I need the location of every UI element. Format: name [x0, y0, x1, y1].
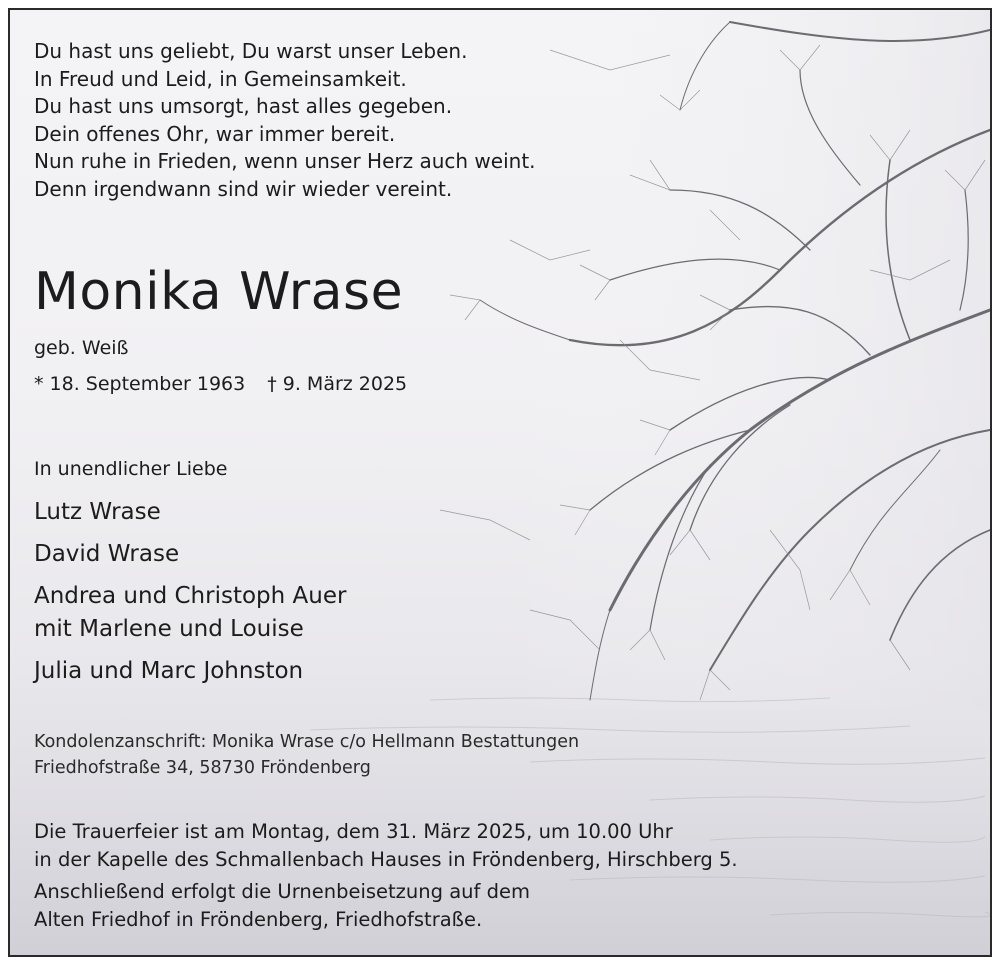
mourner-group	[34, 580, 346, 646]
obituary-frame	[8, 8, 992, 957]
mourners-intro: In unendlicher Liebe	[34, 458, 228, 480]
mourner-line: mit Marlene und Louise	[34, 616, 304, 642]
ceremony-line: Die Trauerfeier ist am Montag, dem 31. März 2025, um 10.00 Uhr	[34, 820, 673, 843]
poem-line: Du hast uns umsorgt, hast alles gegeben.	[34, 94, 453, 119]
mourner-group	[34, 496, 346, 529]
poem-line: In Freud und Leid, in Gemeinsamkeit.	[34, 66, 407, 91]
burial-line: Alten Friedhof in Fröndenberg, Friedhofstraße.	[34, 907, 483, 931]
mourner-group	[34, 655, 346, 688]
mourners-list	[34, 496, 346, 697]
mourner-line: Andrea und Christoph Auer	[34, 583, 347, 609]
life-dates	[34, 373, 407, 395]
condolence-address	[34, 729, 579, 781]
funeral-service-info	[34, 818, 738, 873]
memorial-poem	[34, 38, 536, 204]
poem-line: Nun ruhe in Frieden, wenn unser Herz auch weint.	[34, 149, 536, 174]
birth-date: * 18. September 1963	[34, 373, 246, 395]
mourner-line: Julia und Marc Johnston	[34, 658, 304, 684]
condolence-line: Friedhofstraße 34, 58730 Fröndenberg	[34, 758, 371, 778]
poem-line: Dein offenes Ohr, war immer bereit.	[34, 121, 396, 146]
burial-info	[34, 878, 530, 933]
mourner-group	[34, 538, 346, 571]
burial-line: Anschließend erfolgt die Urnenbeisetzung auf dem	[34, 880, 530, 903]
poem-line: Denn irgendwann sind wir wieder vereint.	[34, 176, 453, 201]
ceremony-line: in der Kapelle des Schmallenbach Hauses in Fröndenberg, Hirschberg 5.	[34, 847, 738, 871]
deceased-name: Monika Wrase	[34, 262, 404, 322]
mourner-line: Lutz Wrase	[34, 499, 161, 525]
death-date: † 9. März 2025	[267, 373, 408, 395]
mourner-line: David Wrase	[34, 541, 180, 567]
birth-name: geb. Weiß	[34, 337, 129, 359]
condolence-line: Kondolenzanschrift: Monika Wrase c/o Hellmann Bestattungen	[34, 732, 580, 752]
poem-line: Du hast uns geliebt, Du warst unser Leben.	[34, 39, 468, 63]
